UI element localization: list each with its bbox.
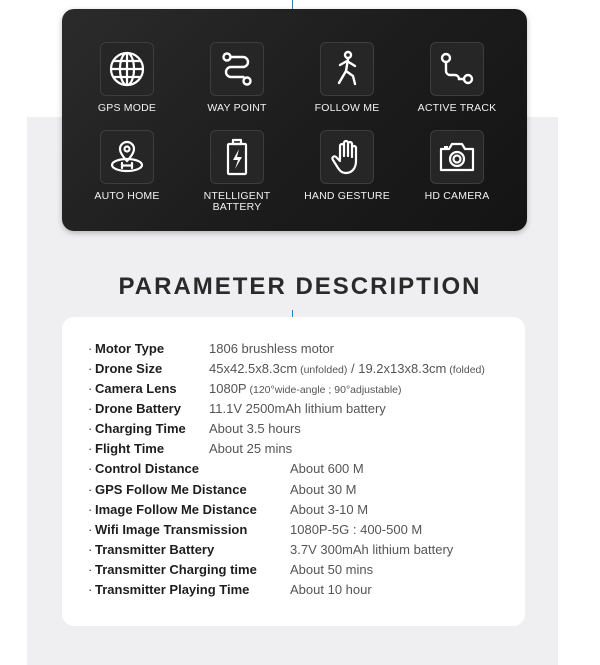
param-value: About 50 mins <box>290 562 374 577</box>
bullet: · <box>88 441 93 456</box>
feature-active-track <box>402 42 512 114</box>
bullet: · <box>88 401 93 416</box>
feature-label: NTELLIGENT BATTERY <box>203 190 271 213</box>
feature-hd-camera <box>402 130 512 202</box>
features-card <box>62 9 527 231</box>
param-value: 1080P-5G : 400-500 M <box>290 522 423 537</box>
home-location-pin-icon <box>100 130 154 184</box>
feature-label: HD CAMERA <box>424 190 490 202</box>
hand-icon <box>320 130 374 184</box>
feature-label: AUTO HOME <box>94 190 160 202</box>
param-key: Drone Battery <box>95 401 181 416</box>
param-key: Drone Size <box>95 361 163 376</box>
bullet: · <box>88 582 93 597</box>
param-key: Transmitter Charging time <box>95 562 257 577</box>
bullet: · <box>88 381 93 396</box>
bullet: · <box>88 562 93 577</box>
feature-gps-mode <box>72 42 182 114</box>
param-value: 1806 brushless motor <box>209 341 335 356</box>
param-key: GPS Follow Me Distance <box>95 482 247 497</box>
feature-label: HAND GESTURE <box>304 190 390 202</box>
track-route-icon <box>430 42 484 96</box>
bullet: · <box>88 482 93 497</box>
param-value: About 10 hour <box>290 582 372 597</box>
param-key: Charging Time <box>95 421 186 436</box>
battery-icon <box>210 130 264 184</box>
bullet: · <box>88 461 93 476</box>
param-value: About 3-10 M <box>290 502 369 517</box>
param-key: Transmitter Playing Time <box>95 582 250 597</box>
param-key: Motor Type <box>95 341 165 356</box>
feature-auto-home <box>72 130 182 202</box>
param-key: Image Follow Me Distance <box>95 502 257 517</box>
param-value: 1080P (120°wide-angle ; 90°adjustable) <box>209 381 402 396</box>
bullet: · <box>88 522 93 537</box>
param-value: About 600 M <box>290 461 364 476</box>
param-key: Flight Time <box>95 441 165 456</box>
bullet: · <box>88 361 93 376</box>
param-key: Wifi Image Transmission <box>95 522 248 537</box>
camera-icon <box>430 130 484 184</box>
param-value: 3.7V 300mAh lithium battery <box>290 542 454 557</box>
running-person-icon <box>320 42 374 96</box>
param-value: About 25 mins <box>209 441 293 456</box>
waypoint-path-icon <box>210 42 264 96</box>
param-value: 45x42.5x8.3cm (unfolded) / 19.2x13x8.3cm (folded) <box>209 361 485 376</box>
globe-icon <box>100 42 154 96</box>
feature-hand-gesture <box>292 130 402 202</box>
section-title: PARAMETER DESCRIPTION <box>118 273 482 300</box>
feature-label: GPS MODE <box>97 102 157 114</box>
feature-follow-me <box>292 42 402 114</box>
bullet: · <box>88 341 93 356</box>
param-key: Transmitter Battery <box>95 542 215 557</box>
feature-way-point <box>182 42 292 114</box>
param-key: Control Distance <box>95 461 200 476</box>
param-value: 11.1V 2500mAh lithium battery <box>209 401 386 416</box>
param-value: About 3.5 hours <box>209 421 301 436</box>
bullet: · <box>88 542 93 557</box>
param-value: About 30 M <box>290 482 357 497</box>
feature-intelligent-battery <box>182 130 292 213</box>
bullet: · <box>88 421 93 436</box>
feature-label: FOLLOW ME <box>314 102 380 114</box>
param-key: Camera Lens <box>95 381 177 396</box>
feature-label: ACTIVE TRACK <box>417 102 497 114</box>
feature-label: WAY POINT <box>207 102 267 114</box>
bullet: · <box>88 502 93 517</box>
